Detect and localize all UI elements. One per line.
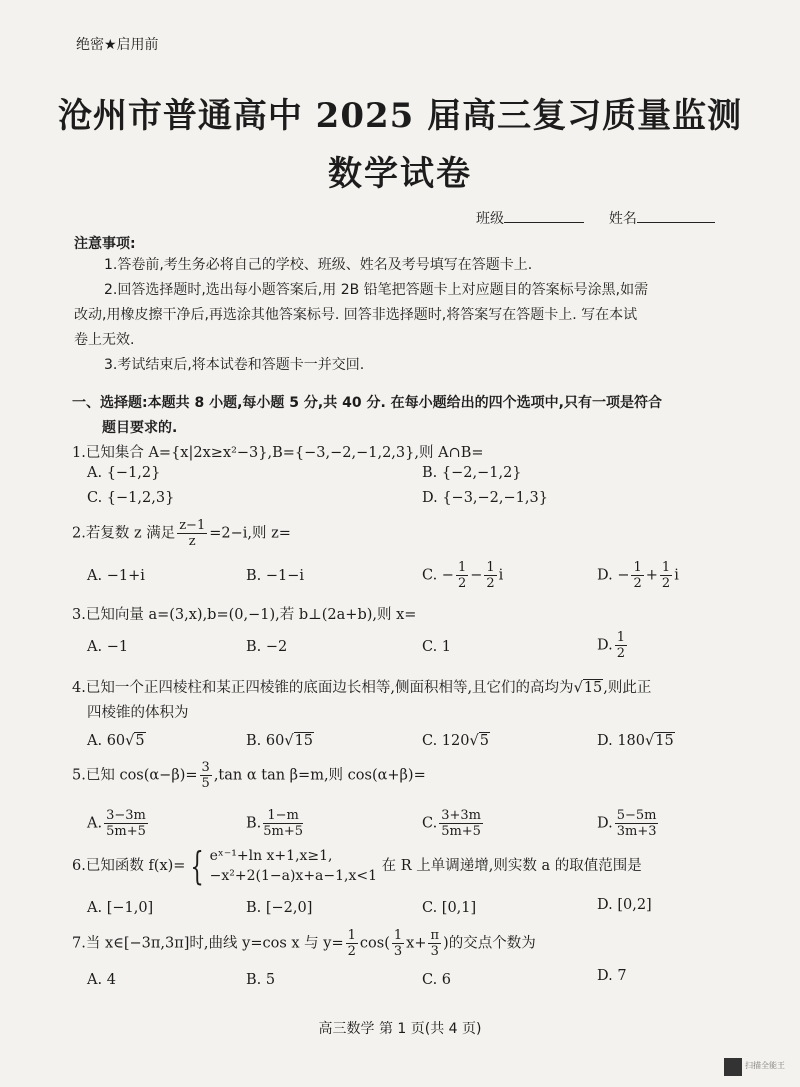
q2-c-suffix: i (498, 567, 504, 584)
q4-option-b (246, 733, 314, 749)
frac-den: 2 (661, 576, 671, 591)
frac-num: 1−m (263, 808, 303, 824)
q2-d-op: + (645, 567, 658, 584)
q2-c-prefix: C. − (422, 567, 454, 584)
notice-item-1: 1.答卷前,考生务必将自己的学校、班级、姓名及考号填写在答题卡上. (104, 257, 533, 273)
q2-d-frac-1 (631, 560, 643, 591)
frac-den: 5m+5 (441, 824, 481, 839)
q7-option-c: C. 6 (422, 972, 452, 988)
sqrt-sign: √ (125, 733, 135, 749)
q2-c-op: − (470, 567, 483, 584)
q2-stem-text-a: 2.若复数 z 满足 (72, 525, 176, 542)
q7-frac-2 (392, 928, 404, 959)
exam-subtitle: 数学试卷 (328, 154, 472, 194)
q2-c-frac-2 (484, 560, 496, 591)
q3-option-b: B. −2 (246, 639, 288, 655)
q5-d-prefix: D. (597, 815, 613, 832)
q5-c-prefix: C. (422, 815, 438, 832)
q1-option-d: D. {−3,−2,−1,3} (422, 490, 548, 506)
question-1-stem: 1.已知集合 A={x|2x≥x²−3},B={−3,−2,−1,2,3},则 A∩B= (72, 445, 484, 461)
q2-c-frac-1 (456, 560, 468, 591)
q6-brace: { (190, 844, 205, 888)
q5-a-prefix: A. (87, 815, 103, 832)
section-heading-line-1: 一、选择题:本题共 8 小题,每小题 5 分,共 40 分. 在每小题给出的四个选项中,只有一项是符合 (72, 395, 662, 411)
q5-option-a (87, 808, 150, 839)
q6-option-b: B. [−2,0] (246, 900, 313, 916)
frac-num: 1 (633, 560, 642, 575)
q5-stem-text-a: 5.已知 cos(α−β)= (72, 767, 198, 784)
notice-item-2-line-2: 改动,用橡皮擦干净后,再选涂其他答案标号. 回答非选择题时,将答案写在答题卡上. 写在本试 (74, 307, 638, 323)
q4-option-c (422, 733, 490, 749)
frac-num: 3 (201, 760, 210, 775)
q3-d-prefix: D. (597, 637, 613, 654)
frac-num: 1 (661, 560, 671, 575)
frac-den: 2 (633, 576, 642, 591)
q6-cases (210, 846, 377, 886)
question-3-stem: 3.已知向量 a=(3,x),b=(0,−1),若 b⊥(2a+b),则 x= (72, 607, 417, 623)
frac-den: 3 (393, 944, 403, 959)
q7-option-a: A. 4 (87, 972, 116, 988)
scanner-watermark: 扫描全能王 (745, 1061, 785, 1070)
sqrt-sign: √ (645, 733, 655, 749)
q3-option-c: C. 1 (422, 639, 452, 655)
q7-frac-1 (346, 928, 358, 959)
q6-stem-text-a: 6.已知函数 f(x)= (72, 858, 186, 874)
q1-option-c: C. {−1,2,3} (87, 490, 175, 506)
q3-option-d (597, 630, 629, 661)
q3-d-frac (615, 630, 627, 661)
q2-option-b: B. −1−i (246, 568, 305, 584)
q2-d-frac-2 (660, 560, 672, 591)
frac-num: 1 (616, 630, 625, 645)
class-name-row (476, 208, 715, 228)
q5-a-frac (104, 808, 148, 839)
frac-num: 1 (457, 560, 467, 575)
q6-option-d: D. [0,2] (597, 897, 652, 913)
question-4-stem-line-2: 四棱锥的体积为 (87, 705, 189, 721)
q4-b-prefix: B. 60 (246, 733, 285, 749)
notice-item-2-line-1: 2.回答选择题时,选出每小题答案后,用 2B 铅笔把答题卡上对应题目的答案标号涂黑,如需 (104, 282, 649, 298)
sqrt-sign: √ (469, 733, 479, 749)
q7-frac-3 (428, 928, 441, 959)
q2-d-suffix: i (674, 567, 679, 584)
q7-option-b: B. 5 (246, 972, 276, 988)
q4-c-radicand: 5 (479, 733, 489, 749)
question-6-stem (72, 846, 642, 886)
sqrt-sign: √ (284, 733, 294, 749)
q4-stem-text-a: 4.已知一个正四棱柱和某正四棱锥的底面边长相等,侧面积相等,且它们的高均为 (72, 680, 574, 696)
q7-stem-text-b: cos( (359, 935, 390, 952)
frac-num: π (430, 928, 440, 943)
q2-stem-text-b: =2−i,则 z= (209, 525, 291, 542)
q5-option-c (422, 808, 485, 839)
qr-code-icon (724, 1058, 742, 1076)
q4-stem-text-b: ,则此正 (603, 680, 652, 696)
q2-option-a: A. −1+i (87, 568, 145, 584)
notice-item-3: 3.考试结束后,将本试卷和答题卡一并交回. (104, 357, 365, 373)
frac-den: 2 (457, 576, 467, 591)
q6-option-c: C. [0,1] (422, 900, 477, 916)
secret-label: 绝密★启用前 (76, 37, 159, 53)
frac-den: 5 (201, 776, 210, 791)
frac-num: 5−5m (616, 808, 657, 823)
q4-a-prefix: A. 60 (87, 733, 126, 749)
frac-den: 3m+3 (616, 824, 657, 839)
frac-den: 2 (347, 944, 356, 959)
q4-option-d (597, 733, 675, 749)
name-blank (637, 208, 715, 223)
frac-den: 3 (430, 944, 439, 959)
section-heading-line-2: 题目要求的. (102, 420, 178, 436)
q5-b-frac (263, 808, 303, 839)
frac-den: 5m+5 (263, 824, 304, 839)
q2-d-prefix: D. − (597, 567, 630, 584)
q4-a-radicand: 5 (135, 733, 145, 749)
q4-option-a (87, 733, 146, 749)
q6-stem-text-b: 在 R 上单调递增,则实数 a 的取值范围是 (381, 858, 642, 874)
q5-option-d (597, 808, 660, 839)
q7-stem-text-d: )的交点个数为 (443, 935, 536, 952)
question-5-stem (72, 760, 426, 791)
q4-radicand: 15 (583, 680, 603, 696)
q2-frac-num: z−1 (179, 518, 206, 533)
q5-d-frac (615, 808, 659, 839)
frac-num: 1 (393, 928, 403, 943)
frac-den: 2 (616, 646, 625, 661)
q4-b-radicand: 15 (294, 733, 314, 749)
q2-option-d (597, 560, 679, 591)
frac-num: 3−3m (106, 808, 146, 823)
question-4-stem-line-1 (72, 676, 651, 697)
q6-case-1: eˣ⁻¹+ln x+1,x≥1, (209, 848, 333, 864)
q7-option-d: D. 7 (597, 968, 627, 984)
question-2-stem (72, 518, 291, 549)
q6-option-a: A. [−1,0] (87, 900, 154, 916)
q3-option-a: A. −1 (87, 639, 129, 655)
q5-c-frac (439, 808, 483, 839)
section-heading (72, 391, 662, 441)
question-7-stem (72, 928, 536, 959)
q5-option-b (246, 808, 305, 839)
frac-den: 2 (486, 576, 495, 591)
q4-c-prefix: C. 120 (422, 733, 470, 749)
q2-fraction (177, 518, 207, 549)
frac-den: 5m+5 (106, 824, 146, 839)
name-label: 姓名 (608, 211, 637, 227)
q2-frac-den: z (188, 534, 196, 549)
q7-stem-text-a: 7.当 x∈[−3π,3π]时,曲线 y=cos x 与 y= (72, 935, 344, 952)
sqrt-sign: √ (573, 680, 583, 696)
page-footer: 高三数学 第 1 页(共 4 页) (318, 1021, 482, 1037)
frac-num: 3+3m (441, 808, 481, 823)
frac-num: 1 (347, 928, 356, 943)
class-label: 班级 (476, 211, 504, 227)
q5-stem-text-b: ,tan α tan β=m,则 cos(α+β)= (213, 767, 426, 784)
class-blank (504, 208, 584, 223)
q5-fraction (200, 760, 212, 791)
q5-b-prefix: B. (246, 815, 262, 832)
q4-d-prefix: D. 180 (597, 733, 646, 749)
exam-title: 沧州市普通高中 2025 届高三复习质量监测 (57, 96, 743, 136)
frac-num: 1 (486, 560, 495, 575)
notice-heading: 注意事项: (74, 236, 136, 252)
q1-option-b: B. {−2,−1,2} (422, 465, 522, 481)
notice-item-2-line-3: 卷上无效. (74, 332, 135, 348)
q7-stem-text-c: x+ (406, 935, 427, 952)
q1-option-a: A. {−1,2} (87, 465, 161, 481)
q6-case-2: −x²+2(1−a)x+a−1,x<1 (209, 868, 378, 884)
q2-option-c (422, 560, 503, 591)
q4-d-radicand: 15 (655, 733, 674, 749)
